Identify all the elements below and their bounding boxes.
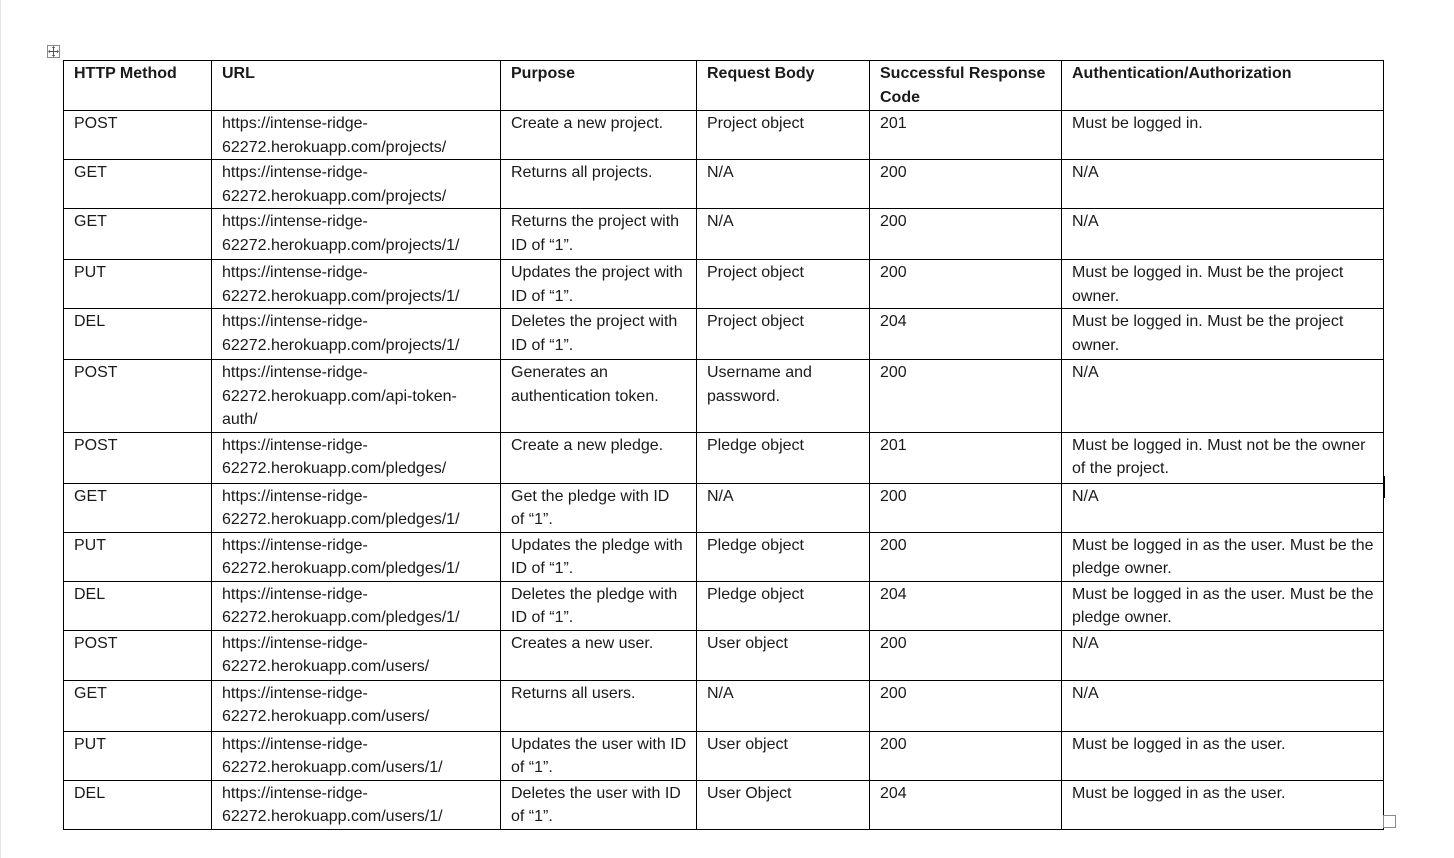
cell-method[interactable]: GET	[64, 209, 212, 260]
table-row	[64, 532, 1384, 581]
table-row	[64, 780, 1384, 829]
table-row	[64, 630, 1384, 680]
cell-response-code[interactable]: 201	[870, 432, 1062, 483]
cell-request-body[interactable]: Pledge object	[697, 432, 870, 483]
cell-method[interactable]: PUT	[64, 731, 212, 780]
header-url[interactable]: URL	[212, 61, 501, 111]
cell-url[interactable]: https://intense-ridge-62272.herokuapp.com/projects/	[212, 160, 501, 209]
cell-response-code[interactable]: 200	[870, 209, 1062, 260]
cell-request-body[interactable]: Project object	[697, 309, 870, 360]
api-endpoints-table	[63, 60, 1384, 830]
cell-url[interactable]: https://intense-ridge-62272.herokuapp.com/users/	[212, 680, 501, 731]
header-row	[64, 61, 1384, 111]
cell-purpose[interactable]: Create a new project.	[501, 111, 697, 160]
cell-auth[interactable]: Must be logged in as the user.	[1062, 731, 1384, 780]
table-row	[64, 209, 1384, 260]
cell-auth[interactable]: N/A	[1062, 630, 1384, 680]
cell-response-code[interactable]: 200	[870, 483, 1062, 532]
table-row	[64, 360, 1384, 433]
cell-purpose[interactable]: Create a new pledge.	[501, 432, 697, 483]
cell-request-body[interactable]: N/A	[697, 160, 870, 209]
cell-url[interactable]: https://intense-ridge-62272.herokuapp.com/projects/1/	[212, 209, 501, 260]
cell-request-body[interactable]: N/A	[697, 209, 870, 260]
cell-auth[interactable]: Must be logged in as the user.	[1062, 780, 1384, 829]
cell-response-code[interactable]: 200	[870, 680, 1062, 731]
cell-purpose[interactable]: Creates a new user.	[501, 630, 697, 680]
cell-method[interactable]: GET	[64, 680, 212, 731]
table-row	[64, 432, 1384, 483]
table-row	[64, 160, 1384, 209]
cell-auth[interactable]: N/A	[1062, 209, 1384, 260]
cell-auth[interactable]: Must be logged in as the user. Must be the pledge owner.	[1062, 532, 1384, 581]
table-row	[64, 581, 1384, 630]
move-arrows-icon	[48, 46, 59, 57]
cell-url[interactable]: https://intense-ridge-62272.herokuapp.com/projects/1/	[212, 309, 501, 360]
header-purpose[interactable]: Purpose	[501, 61, 697, 111]
cell-auth[interactable]: Must be logged in.	[1062, 111, 1384, 160]
cell-purpose[interactable]: Returns all users.	[501, 680, 697, 731]
cell-purpose[interactable]: Updates the user with ID of “1”.	[501, 731, 697, 780]
cell-url[interactable]: https://intense-ridge-62272.herokuapp.com/projects/1/	[212, 260, 501, 309]
text-cursor	[1384, 476, 1385, 498]
header-auth[interactable]: Authentication/Authorization	[1062, 61, 1384, 111]
cell-auth[interactable]: Must be logged in. Must be the project owner.	[1062, 309, 1384, 360]
cell-response-code[interactable]: 200	[870, 260, 1062, 309]
cell-url[interactable]: https://intense-ridge-62272.herokuapp.com/users/1/	[212, 780, 501, 829]
cell-request-body[interactable]: User object	[697, 731, 870, 780]
cell-auth[interactable]: N/A	[1062, 160, 1384, 209]
cell-method[interactable]: GET	[64, 483, 212, 532]
cell-request-body[interactable]: N/A	[697, 483, 870, 532]
cell-url[interactable]: https://intense-ridge-62272.herokuapp.com/users/	[212, 630, 501, 680]
cell-url[interactable]: https://intense-ridge-62272.herokuapp.com/users/1/	[212, 731, 501, 780]
table-move-handle[interactable]	[47, 45, 60, 58]
cell-method[interactable]: PUT	[64, 532, 212, 581]
cell-method[interactable]: POST	[64, 432, 212, 483]
cell-purpose[interactable]: Updates the pledge with ID of “1”.	[501, 532, 697, 581]
cell-request-body[interactable]: User object	[697, 630, 870, 680]
cell-purpose[interactable]: Get the pledge with ID of “1”.	[501, 483, 697, 532]
cell-response-code[interactable]: 201	[870, 111, 1062, 160]
cell-purpose[interactable]: Deletes the project with ID of “1”.	[501, 309, 697, 360]
cell-request-body[interactable]: Pledge object	[697, 581, 870, 630]
cell-response-code[interactable]: 200	[870, 630, 1062, 680]
cell-method[interactable]: PUT	[64, 260, 212, 309]
header-response-code[interactable]: Successful Response Code	[870, 61, 1062, 111]
table-row	[64, 111, 1384, 160]
cell-method[interactable]: DEL	[64, 780, 212, 829]
table-row	[64, 260, 1384, 309]
cell-response-code[interactable]: 200	[870, 160, 1062, 209]
table-resize-handle[interactable]	[1383, 815, 1396, 828]
cell-response-code[interactable]: 200	[870, 360, 1062, 433]
header-request-body[interactable]: Request Body	[697, 61, 870, 111]
cell-response-code[interactable]: 200	[870, 532, 1062, 581]
cell-request-body[interactable]: N/A	[697, 680, 870, 731]
page-edge-rule	[0, 0, 1, 858]
cell-auth[interactable]: N/A	[1062, 360, 1384, 433]
cell-auth[interactable]: Must be logged in as the user. Must be the pledge owner.	[1062, 581, 1384, 630]
cell-purpose[interactable]: Deletes the pledge with ID of “1”.	[501, 581, 697, 630]
cell-method[interactable]: POST	[64, 360, 212, 433]
cell-response-code[interactable]: 200	[870, 731, 1062, 780]
cell-response-code[interactable]: 204	[870, 581, 1062, 630]
cell-url[interactable]: https://intense-ridge-62272.herokuapp.com/pledges/1/	[212, 581, 501, 630]
cell-method[interactable]: DEL	[64, 309, 212, 360]
cell-purpose[interactable]: Generates an authentication token.	[501, 360, 697, 433]
cell-method[interactable]: POST	[64, 111, 212, 160]
cell-request-body[interactable]: Project object	[697, 111, 870, 160]
cell-request-body[interactable]: User Object	[697, 780, 870, 829]
cell-response-code[interactable]: 204	[870, 780, 1062, 829]
cell-url[interactable]: https://intense-ridge-62272.herokuapp.com/pledges/	[212, 432, 501, 483]
cell-url[interactable]: https://intense-ridge-62272.herokuapp.com/pledges/1/	[212, 532, 501, 581]
cell-auth[interactable]: Must be logged in. Must be the project owner.	[1062, 260, 1384, 309]
cell-purpose[interactable]: Returns the project with ID of “1”.	[501, 209, 697, 260]
cell-request-body[interactable]: Username and password.	[697, 360, 870, 433]
cell-auth[interactable]: Must be logged in. Must not be the owner of the project.	[1062, 432, 1384, 483]
table-row	[64, 680, 1384, 731]
table-row	[64, 483, 1384, 532]
cell-method[interactable]: POST	[64, 630, 212, 680]
cell-auth[interactable]: N/A	[1062, 483, 1384, 532]
table-row	[64, 309, 1384, 360]
cell-request-body[interactable]: Project object	[697, 260, 870, 309]
cell-purpose[interactable]: Deletes the user with ID of “1”.	[501, 780, 697, 829]
cell-purpose[interactable]: Returns all projects.	[501, 160, 697, 209]
cell-request-body[interactable]: Pledge object	[697, 532, 870, 581]
cell-method[interactable]: GET	[64, 160, 212, 209]
cell-purpose[interactable]: Updates the project with ID of “1”.	[501, 260, 697, 309]
cell-response-code[interactable]: 204	[870, 309, 1062, 360]
table-row	[64, 731, 1384, 780]
header-http-method[interactable]: HTTP Method	[64, 61, 212, 111]
cell-auth[interactable]: N/A	[1062, 680, 1384, 731]
cell-url[interactable]: https://intense-ridge-62272.herokuapp.com/pledges/1/	[212, 483, 501, 532]
cell-url[interactable]: https://intense-ridge-62272.herokuapp.com/projects/	[212, 111, 501, 160]
cell-url[interactable]: https://intense-ridge-62272.herokuapp.com/api-token-auth/	[212, 360, 501, 433]
cell-method[interactable]: DEL	[64, 581, 212, 630]
